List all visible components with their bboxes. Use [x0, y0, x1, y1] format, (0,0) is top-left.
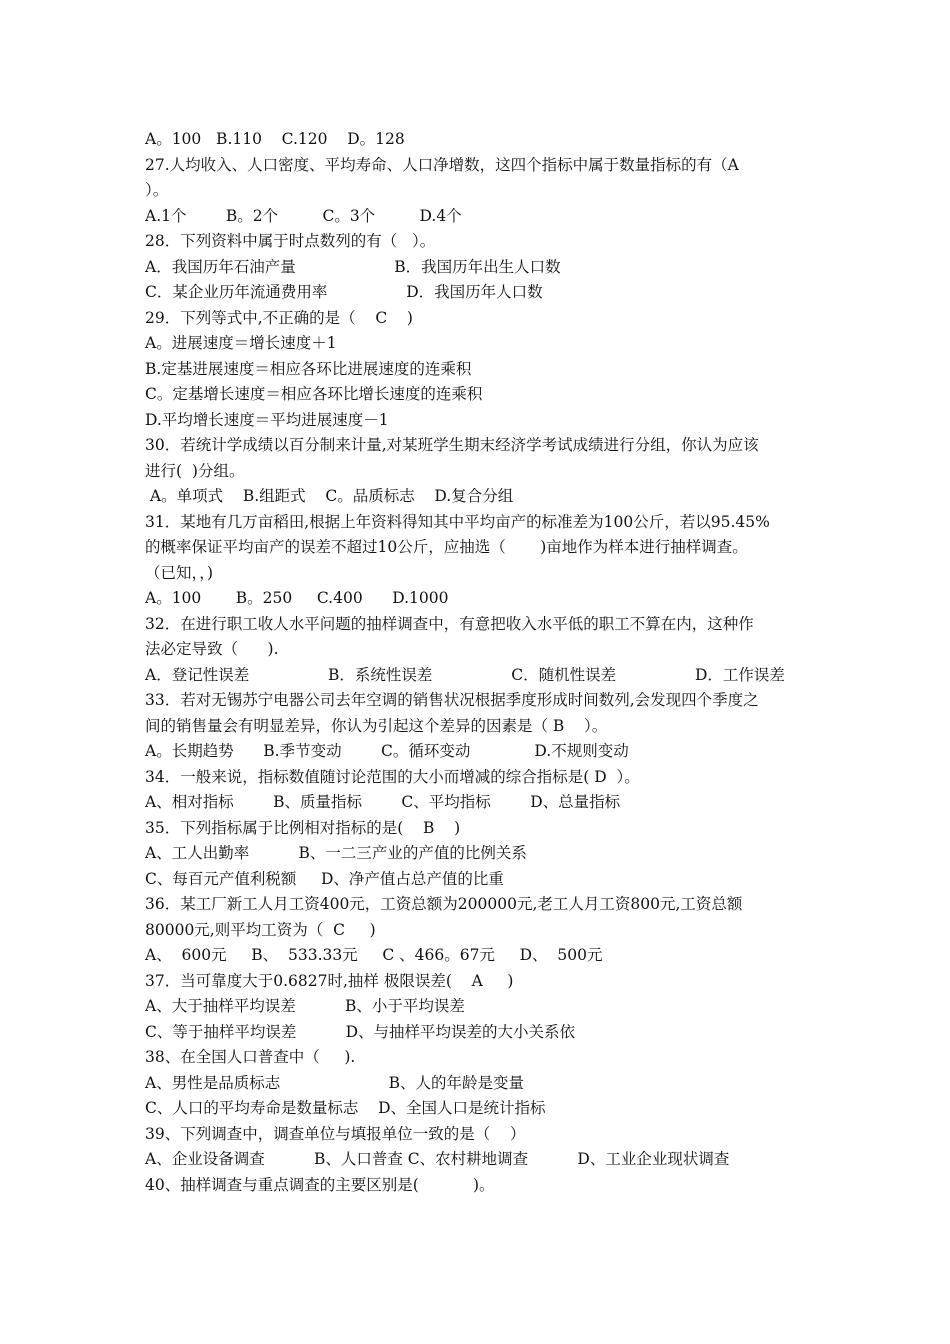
text-line: A.1个 B。2个 C。3个 D.4个 [145, 206, 462, 225]
text-line: 39、下列调查中，调查单位与填报单位一致的是（ ） [145, 1124, 526, 1143]
text-line: A。单项式 B.组距式 C。品质标志 D.复合分组 [145, 487, 514, 505]
text-line: A．登记性误差 B．系统性误差 C．随机性误差 D．工作误差 [145, 665, 785, 684]
text-line: A、相对指标 B、质量指标 C、平均指标 D、总量指标 [145, 793, 621, 811]
text-line: C、人口的平均寿命是数量标志 D、全国人口是统计指标 [145, 1099, 546, 1117]
text-line: C．某企业历年流通费用率 D．我国历年人口数 [145, 283, 543, 301]
text-line: 32．在进行职工收人水平问题的抽样调查中，有意把收入水平低的职工不算在内，这种作 [145, 614, 754, 633]
text-line: 进行( )分组。 [145, 461, 245, 480]
text-line: A．我国历年石油产量 B．我国历年出生人口数 [145, 257, 561, 276]
text-line: 40、抽样调查与重点调查的主要区别是( )。 [145, 1175, 495, 1194]
text-line: C、每百元产值利税额 D、净产值占总产值的比重 [145, 869, 504, 888]
text-line: 27.人均收入、人口密度、平均寿命、人口净增数，这四个指标中属于数量指标的有（A [145, 155, 739, 174]
text-line: 36．某工厂新工人月工资400元，工资总额为200000元,老工人月工资800元,工资总额 [145, 895, 743, 913]
text-line: 33．若对无锡苏宁电器公司去年空调的销售状况根据季度形成时间数列,会发现四个季度之 [145, 691, 759, 709]
text-line: 31．某地有几万亩稻田,根据上年资料得知其中平均亩产的标准差为100公斤，若以95.45% [145, 512, 770, 531]
text-line: 35．下列指标属于比例相对指标的是( B ) [145, 818, 461, 837]
text-line: 间的销售量会有明显差异，你认为引起这个差异的因素是（ B ）。 [145, 716, 608, 735]
text-line: ）。 [145, 181, 169, 199]
text-line: 34．一般来说，指标数值随讨论范围的大小而增减的综合指标是( D ）。 [145, 767, 640, 786]
text-line: A。100 B.110 C.120 D。128 [145, 130, 405, 148]
text-line: A。进展速度＝增长速度＋1 [145, 334, 337, 352]
text-line: A、大于抽样平均误差 B、小于平均误差 [145, 997, 465, 1015]
text-line: （已知，，) [145, 563, 214, 582]
text-line: 法必定导致（ ). [145, 640, 279, 658]
text-line: C。定基增长速度＝相应各环比增长速度的连乘积 [145, 385, 483, 403]
text-line: A。100 B。250 C.400 D.1000 [145, 589, 449, 607]
text-line: A。长期趋势 B.季节变动 C。循环变动 D.不规则变动 [145, 742, 629, 760]
text-line: A、工人出勤率 B、一二三产业的产值的比例关系 [145, 844, 527, 862]
text-line: 38、在全国人口普查中（ ). [145, 1048, 356, 1066]
text-line: C、等于抽样平均误差 D、与抽样平均误差的大小关系依 [145, 1022, 576, 1041]
text-line: 29．下列等式中,不正确的是（ C ) [145, 308, 413, 327]
text-line: A、男性是品质标志 B、人的年龄是变量 [145, 1073, 524, 1092]
text-line: B.定基进展速度＝相应各环比进展速度的连乘积 [145, 359, 472, 378]
text-line: A、 600元 B、 533.33元 C 、466。67元 D、 500元 [145, 946, 603, 964]
text-line: A、企业设备调查 B、人口普查 C、农村耕地调查 D、工业企业现状调查 [145, 1150, 730, 1168]
text-line: 80000元,则平均工资为（ C ) [145, 920, 376, 939]
text-line: 28．下列资料中属于时点数列的有（ ）。 [145, 232, 436, 250]
text-line: 37．当可靠度大于0.6827时,抽样 极限误差( A ) [145, 971, 514, 990]
text-line: 的概率保证平均亩产的误差不超过10公斤，应抽选（ )亩地作为样本进行抽样调查。 [145, 538, 748, 556]
text-line: D.平均增长速度＝平均进展速度－1 [145, 410, 389, 429]
document-body [145, 127, 815, 1198]
text-line: 30．若统计学成绩以百分制来计量,对某班学生期末经济学考试成绩进行分组，你认为应该 [145, 436, 759, 454]
